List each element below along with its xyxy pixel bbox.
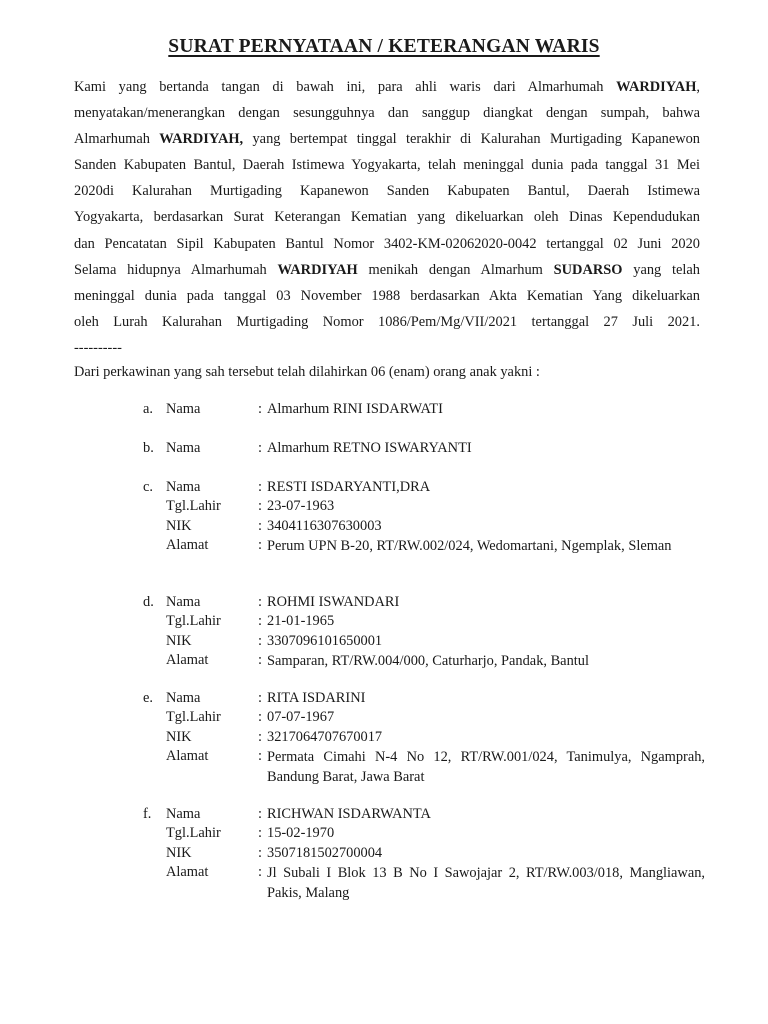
field-colon: : bbox=[258, 748, 262, 765]
paragraph-text: yang telah bbox=[622, 261, 701, 278]
child-field-row bbox=[166, 709, 706, 728]
child-letter: c. bbox=[143, 479, 153, 495]
field-label: Tgl.Lahir bbox=[166, 498, 221, 515]
child-field-row bbox=[166, 845, 706, 864]
field-value: RITA ISDARINI bbox=[267, 690, 366, 706]
children-intro: Dari perkawinan yang sah tersebut telah dilahirkan 06 (enam) orang anak yakni : bbox=[74, 364, 540, 380]
field-value: Perum UPN B-20, RT/RW.002/024, Wedomartani, Ngemplak, Sleman bbox=[267, 538, 672, 555]
field-label: Tgl.Lahir bbox=[166, 825, 221, 842]
paragraph-line bbox=[74, 204, 700, 230]
field-label: Tgl.Lahir bbox=[166, 613, 221, 630]
paragraph-text: meninggal dunia pada tanggal 03 November 1988 berdasarkan Akta Kematian Yang dikeluarkan bbox=[74, 287, 700, 304]
field-value: 3217064707670017 bbox=[267, 728, 383, 745]
field-label: Nama bbox=[166, 440, 201, 456]
field-label: Nama bbox=[166, 401, 201, 417]
field-value: Permata Cimahi N-4 No 12, RT/RW.001/024, Tanimulya, Ngamprah, Bandung Barat, Jawa Barat bbox=[267, 749, 705, 785]
paragraph-line bbox=[74, 231, 700, 257]
field-label: Tgl.Lahir bbox=[166, 709, 221, 726]
field-label: Nama bbox=[166, 479, 201, 495]
field-value: Jl Subali I Blok 13 B No I Sawojajar 2, RT/RW.003/018, Mangliawan, Pakis, Malang bbox=[267, 865, 705, 901]
deceased-name: WARDIYAH, bbox=[159, 131, 244, 148]
deceased-name: WARDIYAH bbox=[277, 261, 358, 278]
paragraph-line bbox=[74, 100, 700, 126]
paragraph-text: dan Pencatatan Sipil Kabupaten Bantul Nomor 3402-KM-02062020-0042 tertanggal 02 Juni 2020 bbox=[74, 235, 700, 252]
field-colon: : bbox=[258, 690, 262, 706]
child-field-row bbox=[166, 652, 706, 671]
field-colon: : bbox=[258, 440, 262, 456]
child-letter: b. bbox=[143, 440, 154, 456]
child-field-row bbox=[166, 401, 706, 420]
child-letter: f. bbox=[143, 806, 152, 822]
child-field-row bbox=[166, 440, 706, 459]
field-value: 23-07-1963 bbox=[267, 498, 335, 515]
field-label: NIK bbox=[166, 844, 192, 861]
paragraph-line bbox=[74, 126, 700, 152]
paragraph-text: menyatakan/menerangkan dengan sesungguhnya dan sanggup diangkat dengan sumpah, bahwa bbox=[74, 105, 700, 122]
statement-paragraph bbox=[74, 74, 700, 361]
paragraph-line bbox=[74, 74, 700, 100]
child-letter: e. bbox=[143, 690, 153, 706]
field-value: 07-07-1967 bbox=[267, 709, 335, 726]
child-letter: d. bbox=[143, 594, 154, 610]
field-colon: : bbox=[258, 594, 262, 610]
field-label: NIK bbox=[166, 728, 192, 745]
field-colon: : bbox=[258, 844, 262, 861]
field-value: 3404116307630003 bbox=[267, 517, 382, 534]
paragraph-line bbox=[74, 178, 700, 204]
field-label: Alamat bbox=[166, 748, 209, 765]
paragraph-text: Almarhumah bbox=[74, 131, 160, 148]
paragraph-text: Yogyakarta, berdasarkan Surat Keterangan Kematian yang dikeluarkan oleh Dinas Kependudukan bbox=[74, 209, 700, 226]
field-label: Nama bbox=[166, 690, 201, 706]
field-colon: : bbox=[258, 864, 262, 881]
field-label: Nama bbox=[166, 806, 201, 822]
field-value: Samparan, RT/RW.004/000, Caturharjo, Pandak, Bantul bbox=[267, 653, 589, 670]
paragraph-text: menikah dengan Almarhum bbox=[357, 261, 554, 278]
field-colon: : bbox=[258, 401, 262, 417]
child-field-row bbox=[166, 613, 706, 632]
paragraph-text: Selama hidupnya Almarhumah bbox=[74, 261, 278, 278]
field-colon: : bbox=[258, 652, 262, 669]
child-field-row bbox=[166, 864, 706, 901]
field-value: RICHWAN ISDARWANTA bbox=[267, 806, 431, 822]
paragraph-line bbox=[74, 283, 700, 309]
field-value: Almarhum RINI ISDARWATI bbox=[267, 401, 443, 417]
deceased-name: WARDIYAH bbox=[616, 79, 697, 95]
field-colon: : bbox=[258, 498, 262, 515]
child-field-row bbox=[166, 748, 706, 785]
child-field-row bbox=[166, 806, 706, 825]
document-title: SURAT PERNYATAAN / KETERANGAN WARIS bbox=[168, 36, 600, 57]
field-colon: : bbox=[258, 479, 262, 495]
paragraph-line bbox=[74, 152, 700, 178]
spouse-name: SUDARSO bbox=[553, 261, 623, 278]
field-colon: : bbox=[258, 825, 262, 842]
field-value: Almarhum RETNO ISWARYANTI bbox=[267, 440, 472, 456]
field-colon: : bbox=[258, 728, 262, 745]
field-value: 15-02-1970 bbox=[267, 825, 335, 842]
paragraph-line bbox=[74, 335, 700, 361]
field-label: NIK bbox=[166, 517, 192, 534]
paragraph-text: , bbox=[696, 79, 700, 95]
child-field-row bbox=[166, 690, 706, 709]
field-colon: : bbox=[258, 632, 262, 649]
paragraph-text: oleh Lurah Kalurahan Murtigading Nomor 1086/Pem/Mg/VII/2021 tertanggal 27 Juli 2021. bbox=[74, 313, 700, 330]
field-value: 21-01-1965 bbox=[267, 613, 335, 630]
child-field-row bbox=[166, 537, 706, 556]
paragraph-line bbox=[74, 309, 700, 335]
paragraph-line bbox=[74, 257, 700, 283]
child-field-row bbox=[166, 825, 706, 844]
child-field-row bbox=[166, 594, 706, 613]
field-value: ROHMI ISWANDARI bbox=[267, 594, 400, 610]
child-field-row bbox=[166, 729, 706, 748]
field-colon: : bbox=[258, 806, 262, 822]
paragraph-text: 2020di Kalurahan Murtigading Kapanewon Sanden Kabupaten Bantul, Daerah Istimewa bbox=[74, 183, 700, 200]
field-label: Nama bbox=[166, 594, 201, 610]
field-colon: : bbox=[258, 709, 262, 726]
child-field-row bbox=[166, 498, 706, 517]
paragraph-text: Kami yang bertanda tangan di bawah ini, para ahli waris dari Almarhumah bbox=[74, 79, 617, 95]
child-field-row bbox=[166, 479, 706, 498]
child-field-row bbox=[166, 518, 706, 537]
field-value: RESTI ISDARYANTI,DRA bbox=[267, 479, 431, 495]
field-value: 3307096101650001 bbox=[267, 632, 383, 649]
child-letter: a. bbox=[143, 401, 153, 417]
field-colon: : bbox=[258, 613, 262, 630]
field-label: Alamat bbox=[166, 864, 209, 881]
field-label: Alamat bbox=[166, 537, 209, 554]
field-colon: : bbox=[258, 537, 262, 554]
child-field-row bbox=[166, 633, 706, 652]
field-colon: : bbox=[258, 517, 262, 534]
field-label: Alamat bbox=[166, 652, 209, 669]
dash-filler: ---------- bbox=[74, 339, 122, 356]
field-value: 3507181502700004 bbox=[267, 844, 383, 861]
paragraph-text: yang bertempat tinggal terakhir di Kalurahan Murtigading Kapanewon bbox=[243, 131, 700, 148]
paragraph-text: Sanden Kabupaten Bantul, Daerah Istimewa Yogyakarta, telah meninggal dunia pada tanggal 31 Mei bbox=[74, 157, 700, 174]
field-label: NIK bbox=[166, 632, 192, 649]
